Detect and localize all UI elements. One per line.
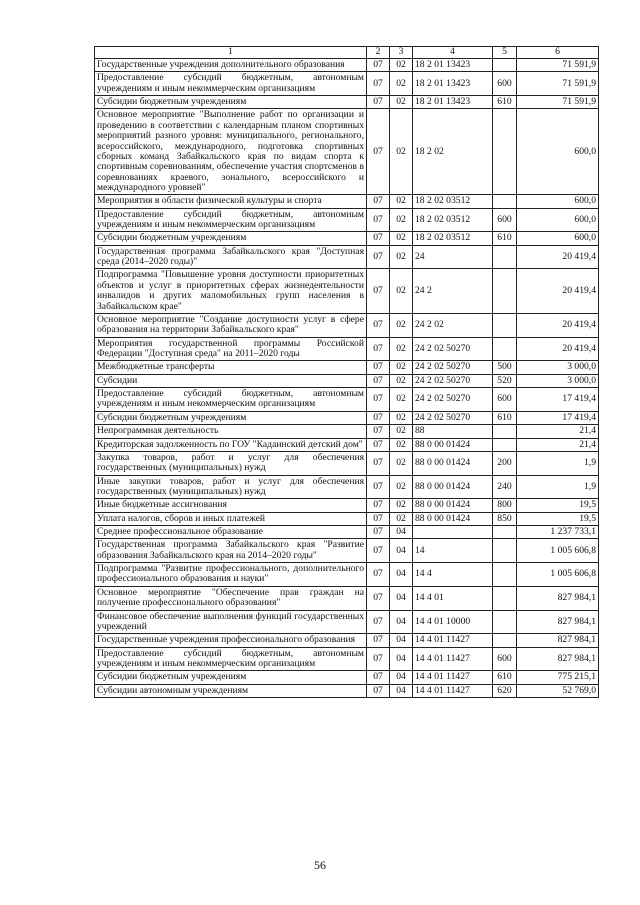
row-section: 07 — [367, 512, 390, 525]
row-amount: 71 591,9 — [517, 72, 599, 96]
row-target-code: 24 2 02 50270 — [413, 337, 493, 361]
row-target-code: 18 2 02 03512 — [413, 232, 493, 245]
table-header-row — [95, 47, 599, 59]
row-subsection: 02 — [390, 232, 413, 245]
table-row — [95, 684, 599, 697]
row-target-code: 24 2 02 50270 — [413, 361, 493, 374]
table-row — [95, 671, 599, 684]
row-subsection: 02 — [390, 411, 413, 424]
row-description: Субсидии бюджетным учреждениям — [95, 411, 367, 424]
row-subsection: 04 — [390, 563, 413, 587]
row-target-code: 18 2 01 13423 — [413, 59, 493, 72]
table-row — [95, 451, 599, 475]
row-description: Среднее профессиональное образование — [95, 526, 367, 539]
table-row — [95, 361, 599, 374]
table-row — [95, 195, 599, 208]
row-expense-type: 240 — [493, 475, 517, 499]
row-amount: 19,5 — [517, 499, 599, 512]
row-description: Уплата налогов, сборов и иных платежей — [95, 512, 367, 525]
row-expense-type: 610 — [493, 671, 517, 684]
row-amount: 827 984,1 — [517, 634, 599, 647]
header-cell: 2 — [367, 47, 390, 59]
row-expense-type — [493, 425, 517, 438]
row-expense-type — [493, 269, 517, 313]
table-row — [95, 208, 599, 232]
row-description: Закупка товаров, работ и услуг для обеспечения государственных (муниципальных) нужд — [95, 451, 367, 475]
row-section: 07 — [367, 438, 390, 451]
row-section: 07 — [367, 313, 390, 337]
table-row — [95, 411, 599, 424]
row-description: Субсидии бюджетным учреждениям — [95, 96, 367, 109]
row-description: Основное мероприятие "Обеспечение прав граждан на получение профессионального образования" — [95, 586, 367, 610]
row-amount: 19,5 — [517, 512, 599, 525]
row-subsection: 04 — [390, 647, 413, 671]
row-expense-type: 610 — [493, 411, 517, 424]
row-amount: 71 591,9 — [517, 59, 599, 72]
row-section: 07 — [367, 475, 390, 499]
row-target-code: 88 0 00 01424 — [413, 475, 493, 499]
row-subsection: 02 — [390, 475, 413, 499]
row-amount: 17 419,4 — [517, 411, 599, 424]
row-amount: 20 419,4 — [517, 313, 599, 337]
row-target-code: 14 4 01 11427 — [413, 671, 493, 684]
row-expense-type: 600 — [493, 647, 517, 671]
table-row — [95, 425, 599, 438]
table-row — [95, 96, 599, 109]
row-expense-type — [493, 586, 517, 610]
row-target-code: 14 — [413, 539, 493, 563]
row-target-code: 88 0 00 01424 — [413, 499, 493, 512]
row-target-code: 24 — [413, 245, 493, 269]
row-description: Государственная программа Забайкальского края "Развитие образования Забайкальского края на 2014–2020 годы" — [95, 539, 367, 563]
row-expense-type — [493, 610, 517, 634]
header-cell: 5 — [493, 47, 517, 59]
row-subsection: 02 — [390, 337, 413, 361]
row-subsection: 02 — [390, 313, 413, 337]
row-subsection: 04 — [390, 526, 413, 539]
row-target-code — [413, 526, 493, 539]
row-description: Мероприятия в области физической культуры и спорта — [95, 195, 367, 208]
row-description: Субсидии автономным учреждениям — [95, 684, 367, 697]
row-section: 07 — [367, 388, 390, 412]
row-subsection: 02 — [390, 59, 413, 72]
table-row — [95, 438, 599, 451]
row-amount: 600,0 — [517, 232, 599, 245]
row-section: 07 — [367, 59, 390, 72]
row-expense-type — [493, 245, 517, 269]
row-description: Предоставление субсидий бюджетным, автономным учреждениям и иным некоммерческим организациям — [95, 208, 367, 232]
row-target-code: 18 2 02 — [413, 109, 493, 195]
row-amount: 3 000,0 — [517, 374, 599, 387]
row-description: Иные закупки товаров, работ и услуг для обеспечения государственных (муниципальных) нужд — [95, 475, 367, 499]
row-subsection: 02 — [390, 245, 413, 269]
row-section: 07 — [367, 684, 390, 697]
row-section: 07 — [367, 411, 390, 424]
row-amount: 20 419,4 — [517, 269, 599, 313]
row-target-code: 14 4 01 — [413, 586, 493, 610]
row-amount: 1,9 — [517, 451, 599, 475]
row-description: Подпрограмма "Развитие профессионального, дополнительного профессионального образования и науки" — [95, 563, 367, 587]
row-amount: 827 984,1 — [517, 610, 599, 634]
table-row — [95, 499, 599, 512]
row-section: 07 — [367, 109, 390, 195]
row-amount: 775 215,1 — [517, 671, 599, 684]
row-target-code: 18 2 01 13423 — [413, 72, 493, 96]
row-section: 07 — [367, 634, 390, 647]
row-amount: 20 419,4 — [517, 337, 599, 361]
row-section: 07 — [367, 374, 390, 387]
table-row — [95, 59, 599, 72]
row-expense-type: 520 — [493, 374, 517, 387]
row-subsection: 02 — [390, 109, 413, 195]
row-expense-type — [493, 634, 517, 647]
row-subsection: 02 — [390, 374, 413, 387]
row-subsection: 02 — [390, 195, 413, 208]
row-description: Основное мероприятие "Выполнение работ по организации и проведению в соответствии с календарным планом спортивных мероприятий разного уровня: муниципального, регионального, всероссийского, международного, подготовка спортивных сборных команд Забайкальского края по видам спорта к спортивным соревнованиям, обеспечение участия спортсменов в соревнованиях краевого, зонального, всероссийского и международного уровней" — [95, 109, 367, 195]
row-subsection: 04 — [390, 586, 413, 610]
row-subsection: 02 — [390, 451, 413, 475]
row-amount: 71 591,9 — [517, 96, 599, 109]
row-description: Субсидии бюджетным учреждениям — [95, 232, 367, 245]
row-expense-type — [493, 195, 517, 208]
row-expense-type — [493, 59, 517, 72]
row-target-code: 88 0 00 01424 — [413, 438, 493, 451]
row-subsection: 02 — [390, 208, 413, 232]
header-cell: 4 — [413, 47, 493, 59]
row-subsection: 04 — [390, 671, 413, 684]
row-amount: 600,0 — [517, 109, 599, 195]
row-expense-type: 610 — [493, 232, 517, 245]
table-row — [95, 388, 599, 412]
row-expense-type — [493, 109, 517, 195]
row-description: Основное мероприятие "Создание доступности услуг в сфере образования на территории Забайкальского края" — [95, 313, 367, 337]
row-expense-type: 600 — [493, 208, 517, 232]
row-section: 07 — [367, 499, 390, 512]
row-section: 07 — [367, 232, 390, 245]
row-subsection: 02 — [390, 512, 413, 525]
row-section: 07 — [367, 563, 390, 587]
row-section: 07 — [367, 539, 390, 563]
row-section: 07 — [367, 671, 390, 684]
header-cell: 6 — [517, 47, 599, 59]
row-section: 07 — [367, 269, 390, 313]
row-description: Кредиторская задолженность по ГОУ "Кадаинский детский дом" — [95, 438, 367, 451]
row-amount: 827 984,1 — [517, 586, 599, 610]
row-section: 07 — [367, 586, 390, 610]
row-subsection: 02 — [390, 269, 413, 313]
table-row — [95, 647, 599, 671]
row-section: 07 — [367, 337, 390, 361]
row-expense-type — [493, 438, 517, 451]
row-subsection: 04 — [390, 539, 413, 563]
table-row — [95, 313, 599, 337]
row-section: 07 — [367, 72, 390, 96]
row-description: Подпрограмма "Повышение уровня доступности приоритетных объектов и услуг в приоритетных сферах жизнедеятельности инвалидов и других маломобильных групп населения в Забайкальском крае" — [95, 269, 367, 313]
row-amount: 1 005 606,8 — [517, 539, 599, 563]
row-description: Субсидии — [95, 374, 367, 387]
row-expense-type — [493, 563, 517, 587]
row-description: Иные бюджетные ассигнования — [95, 499, 367, 512]
row-section: 07 — [367, 208, 390, 232]
row-expense-type: 850 — [493, 512, 517, 525]
row-section: 07 — [367, 96, 390, 109]
row-description: Государственные учреждения профессионального образования — [95, 634, 367, 647]
row-target-code: 18 2 02 03512 — [413, 208, 493, 232]
table-row — [95, 269, 599, 313]
row-section: 07 — [367, 647, 390, 671]
table-body — [95, 47, 599, 698]
row-expense-type: 600 — [493, 388, 517, 412]
page-number: 56 — [314, 858, 326, 872]
row-target-code: 18 2 01 13423 — [413, 96, 493, 109]
row-subsection: 02 — [390, 425, 413, 438]
row-amount: 600,0 — [517, 208, 599, 232]
row-description: Предоставление субсидий бюджетным, автономным учреждениям и иным некоммерческим организациям — [95, 647, 367, 671]
row-target-code: 24 2 02 50270 — [413, 388, 493, 412]
row-description: Государственная программа Забайкальского края "Доступная среда (2014–2020 годы)" — [95, 245, 367, 269]
table-row — [95, 526, 599, 539]
row-subsection: 02 — [390, 388, 413, 412]
header-cell: 3 — [390, 47, 413, 59]
row-amount: 1 005 606,8 — [517, 563, 599, 587]
row-section: 07 — [367, 526, 390, 539]
table-row — [95, 374, 599, 387]
table-row — [95, 109, 599, 195]
row-expense-type: 800 — [493, 499, 517, 512]
row-subsection: 04 — [390, 634, 413, 647]
row-subsection: 02 — [390, 499, 413, 512]
row-expense-type — [493, 539, 517, 563]
row-expense-type: 610 — [493, 96, 517, 109]
row-subsection: 02 — [390, 438, 413, 451]
row-target-code: 14 4 01 11427 — [413, 684, 493, 697]
row-subsection: 02 — [390, 361, 413, 374]
table-row — [95, 634, 599, 647]
table-row — [95, 245, 599, 269]
row-target-code: 14 4 01 11427 — [413, 634, 493, 647]
row-subsection: 02 — [390, 96, 413, 109]
row-subsection: 04 — [390, 610, 413, 634]
row-amount: 3 000,0 — [517, 361, 599, 374]
row-amount: 52 769,0 — [517, 684, 599, 697]
table-row — [95, 539, 599, 563]
row-section: 07 — [367, 195, 390, 208]
row-expense-type — [493, 313, 517, 337]
row-amount: 21,4 — [517, 425, 599, 438]
row-amount: 1 237 733,1 — [517, 526, 599, 539]
table-row — [95, 610, 599, 634]
row-description: Предоставление субсидий бюджетным, автономным учреждениям и иным некоммерческим организациям — [95, 72, 367, 96]
row-amount: 827 984,1 — [517, 647, 599, 671]
row-target-code: 88 0 00 01424 — [413, 512, 493, 525]
row-amount: 17 419,4 — [517, 388, 599, 412]
table-row — [95, 232, 599, 245]
table-row — [95, 72, 599, 96]
row-target-code: 88 — [413, 425, 493, 438]
row-description: Государственные учреждения дополнительного образования — [95, 59, 367, 72]
table-row — [95, 512, 599, 525]
row-expense-type: 500 — [493, 361, 517, 374]
row-target-code: 14 4 01 11427 — [413, 647, 493, 671]
row-target-code: 18 2 02 03512 — [413, 195, 493, 208]
row-amount: 1,9 — [517, 475, 599, 499]
row-amount: 600,0 — [517, 195, 599, 208]
table-row — [95, 475, 599, 499]
row-expense-type: 200 — [493, 451, 517, 475]
row-description: Непрограммная деятельность — [95, 425, 367, 438]
row-section: 07 — [367, 245, 390, 269]
row-expense-type: 600 — [493, 72, 517, 96]
table-row — [95, 586, 599, 610]
row-description: Финансовое обеспечение выполнения функций государственных учреждений — [95, 610, 367, 634]
row-target-code: 14 4 01 10000 — [413, 610, 493, 634]
row-target-code: 24 2 02 50270 — [413, 374, 493, 387]
row-target-code: 14 4 — [413, 563, 493, 587]
row-section: 07 — [367, 451, 390, 475]
row-description: Межбюджетные трансферты — [95, 361, 367, 374]
row-section: 07 — [367, 361, 390, 374]
row-target-code: 24 2 02 50270 — [413, 411, 493, 424]
row-description: Предоставление субсидий бюджетным, автономным учреждениям и иным некоммерческим организациям — [95, 388, 367, 412]
row-section: 07 — [367, 610, 390, 634]
row-subsection: 02 — [390, 72, 413, 96]
row-expense-type — [493, 337, 517, 361]
row-section: 07 — [367, 425, 390, 438]
table-row — [95, 563, 599, 587]
row-amount: 21,4 — [517, 438, 599, 451]
row-target-code: 88 0 00 01424 — [413, 451, 493, 475]
row-description: Мероприятия государственной программы Российской Федерации "Доступная среда" на 2011–2020 годы — [95, 337, 367, 361]
header-cell: 1 — [95, 47, 367, 59]
row-description: Субсидии бюджетным учреждениям — [95, 671, 367, 684]
row-expense-type — [493, 526, 517, 539]
table-row — [95, 337, 599, 361]
row-amount: 20 419,4 — [517, 245, 599, 269]
row-expense-type: 620 — [493, 684, 517, 697]
row-target-code: 24 2 02 — [413, 313, 493, 337]
budget-table — [94, 46, 599, 698]
row-subsection: 04 — [390, 684, 413, 697]
row-target-code: 24 2 — [413, 269, 493, 313]
